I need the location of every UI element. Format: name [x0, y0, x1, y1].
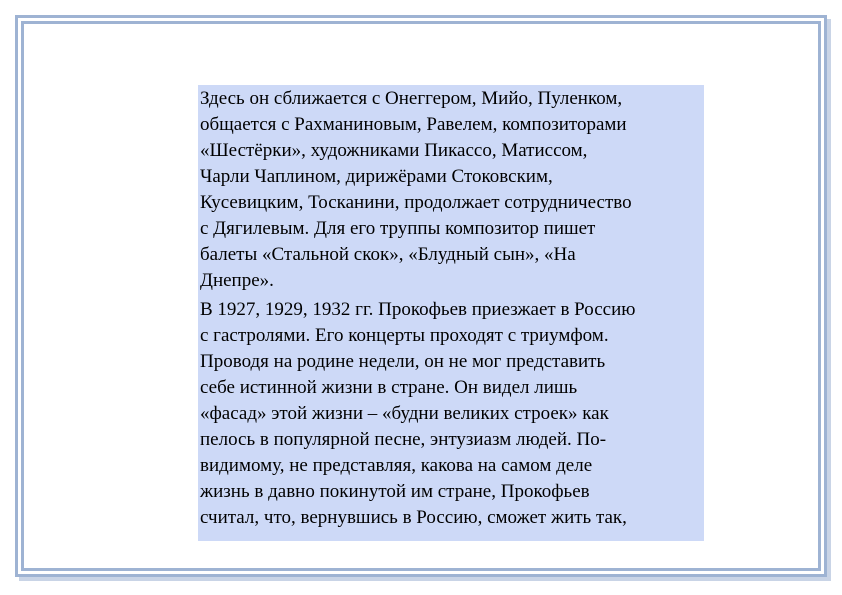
text-line: Чарли Чаплином, дирижёрами Стоковским,	[200, 166, 553, 187]
text-line: «фасад» этой жизни – «будни великих строек» как	[200, 403, 609, 424]
text-line: видимому, не представляя, какова на самом деле	[200, 455, 593, 476]
text-line: считал, что, вернувшись в Россию, сможет жить так,	[200, 507, 627, 528]
text-line: общается с Рахманиновым, Равелем, композиторами	[200, 114, 627, 135]
paragraph-1	[200, 86, 702, 294]
frame-shadow-right	[827, 19, 831, 581]
text-line: жизнь в давно покинутой им стране, Прокофьев	[200, 481, 590, 502]
text-line: с гастролями. Его концерты проходят с триумфом.	[200, 325, 609, 346]
text-box[interactable]	[198, 85, 704, 541]
text-line: «Шестёрки», художниками Пикассо, Матиссом,	[200, 140, 588, 161]
paragraph-2	[200, 297, 702, 531]
text-line: Здесь он сближается с Онеггером, Мийо, Пуленком,	[200, 88, 623, 109]
text-line: Кусевицким, Тосканини, продолжает сотрудничество	[200, 192, 632, 213]
text-line: себе истинной жизни в стране. Он видел лишь	[200, 377, 578, 398]
text-line: В 1927, 1929, 1932 гг. Прокофьев приезжает в Россию	[200, 299, 636, 320]
text-line: с Дягилевым. Для его труппы композитор пишет	[200, 218, 596, 239]
frame-shadow-bottom	[19, 577, 831, 581]
text-line: пелось в популярной песне, энтузиазм людей. По-	[200, 429, 607, 450]
text-line: Днепре».	[200, 270, 274, 291]
text-line: балеты «Стальной скок», «Блудный сын», «На	[200, 244, 576, 265]
text-line: Проводя на родине недели, он не мог представить	[200, 351, 606, 372]
